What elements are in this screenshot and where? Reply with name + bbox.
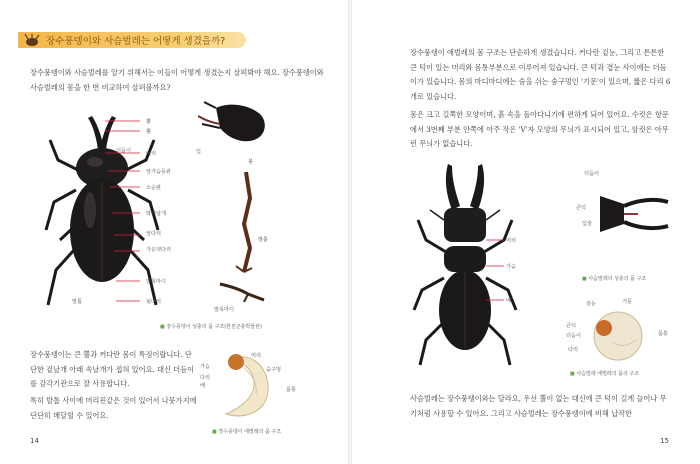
stag-larva-label-antenna: 더듬이 <box>566 333 582 339</box>
label-tarsus: 발목마디 <box>146 279 167 285</box>
section-title: 장수풍뎅이와 사슴벌레는 어떻게 생겼을까? <box>46 36 226 47</box>
stag-larva-caption: ■ 사슴벌레 애벌레의 몸의 구조 <box>570 371 640 377</box>
stag-larva-label-jaw: 큰턱 <box>566 323 577 329</box>
label-mouth: 입 <box>196 149 202 155</box>
body-paragraph-3: 특히 발톱 사이에 머리핀같은 것이 있어서 나뭇가지에 단단히 매달릴 수 있어요. <box>30 396 197 420</box>
page-number-left: 14 <box>30 437 39 445</box>
main-figure-caption: ■ 장수풍뎅이 성충의 몸 구조(한천곤충박물관) <box>160 324 262 330</box>
stag-larva-figure <box>588 306 644 362</box>
label-claw: 발톱 <box>72 299 83 305</box>
main-figure-caption-text: 장수풍뎅이 성충의 몸 구조(한천곤충박물관) <box>166 324 262 330</box>
label-cheek: 볼 <box>248 159 254 165</box>
page-gutter <box>348 0 352 464</box>
larva-label-abdomen: 배 <box>200 383 206 389</box>
label-elytra: 딱지날개 <box>146 211 167 217</box>
stag-larva-caption-text: 사슴벌레 애벌레의 몸의 구조 <box>576 371 640 377</box>
label-leg3: 뒷다리 <box>146 299 162 305</box>
label-horn: 뿔 <box>146 119 152 125</box>
stag-label-thorax: 가슴 <box>506 264 517 270</box>
stag-caption-text: 사슴벌레의 성충의 몸 구조 <box>588 276 647 282</box>
stag-larva-label-eye: 겉눈 <box>586 301 597 307</box>
stag-larva-label-spiracle: 기문 <box>622 299 633 305</box>
right-paragraph-1: 장수풍뎅이 애벌레의 몸 구조는 단순하게 생겼습니다. 커다란 겉눈, 그리고 튼튼한 큰 턱이 있는 머리와 몸통부분으로 이루어져 있습니다. 큰 턱과 겹눈 사이에는 더듬이가 있습니다. 몸의 마디마디에는 숨을 쉬는 숨구멍인 '기문'이 있으며, 짧은 다리 6개로 있습니다. <box>410 48 671 101</box>
intro-paragraph: 장수풍뎅이와 사슴벌레를 알기 위해서는 이들이 어떻게 생겼는지 살펴봐야 해요. 장수풍뎅이와 사슴벌레의 몸을 한 번 비교하여 살펴볼까요? <box>30 68 324 92</box>
leg-detail-image <box>232 168 264 276</box>
label-tarsus-detail: 발목마디 <box>214 307 235 313</box>
beetle-icon <box>22 33 42 47</box>
larva-label-thorax: 가슴 <box>200 364 211 370</box>
larva-caption-text: 장수풍뎅이 애벌레의 몸 구조 <box>218 429 282 435</box>
larva-label-spiracle: 숨구멍 <box>266 367 282 373</box>
head-detail-image <box>198 98 272 146</box>
rhino-larva-figure <box>214 350 274 422</box>
larva-label-head: 머리 <box>251 353 262 359</box>
stag-larva-label-leg: 다리 <box>568 347 579 353</box>
right-paragraph-2: 몸은 크고 길쭉한 모양이며, 흙 속을 돌아다니기에 편하게 되어 있어요. 수컷은 항문에서 3번째 부분 안쪽에 아주 작은 'V'자 모양의 무늬가 표시되어 있고, 암컷은 아무런 무늬가 없습니다. <box>410 110 669 148</box>
stag-detail-jaw: 큰턱 <box>576 205 587 211</box>
stag-caption: ■ 사슴벌레의 성충의 몸 구조 <box>582 276 647 282</box>
label-head: 머리 <box>146 151 157 157</box>
stag-label-head: 머리 <box>506 238 517 244</box>
claw-detail-image <box>218 278 268 304</box>
larva-label-body: 몸통 <box>286 387 297 393</box>
label-pronotum: 앞가슴등판 <box>146 169 172 175</box>
label-antenna: 더듬이 <box>116 148 132 154</box>
stag-detail-mouth: 입술 <box>582 221 593 227</box>
page-number-right: 15 <box>660 437 669 445</box>
larva-label-leg: 다리 <box>200 375 211 381</box>
stag-larva-label-body: 몸통 <box>658 331 669 337</box>
label-scutellum: 소순판 <box>146 185 162 191</box>
label-claw-detail: 발톱 <box>258 237 269 243</box>
body-paragraph-2: 장수풍뎅이는 큰 뿔과 커다란 몸이 특징이랍니다. 단단한 겉날개 아래 속날개가 접혀 있어요. 대신 더듬이를 감각기관으로 잘 사용합니다. <box>30 350 195 388</box>
stag-label-abdomen: 배 <box>506 298 512 304</box>
label-horn2: 뿔 <box>146 129 152 135</box>
stag-detail-antenna: 더듬이 <box>584 171 600 177</box>
larva-caption: ■ 장수풍뎅이 애벌레의 몸 구조 <box>212 429 282 435</box>
label-leg1: 앞다리 <box>146 231 162 237</box>
right-paragraph-3: 사슴벌레는 장수풍뎅이와는 달라요, 우선 뿔이 없는 대신에 큰 턱이 길게 늘어나 무기처럼 사용할 수 있어요. 그리고 사슴벌레는 장수풍뎅이에 비해 납작한 <box>410 394 667 418</box>
label-leg2: 가운뎃다리 <box>146 247 172 253</box>
stag-head-detail-image <box>594 176 670 244</box>
